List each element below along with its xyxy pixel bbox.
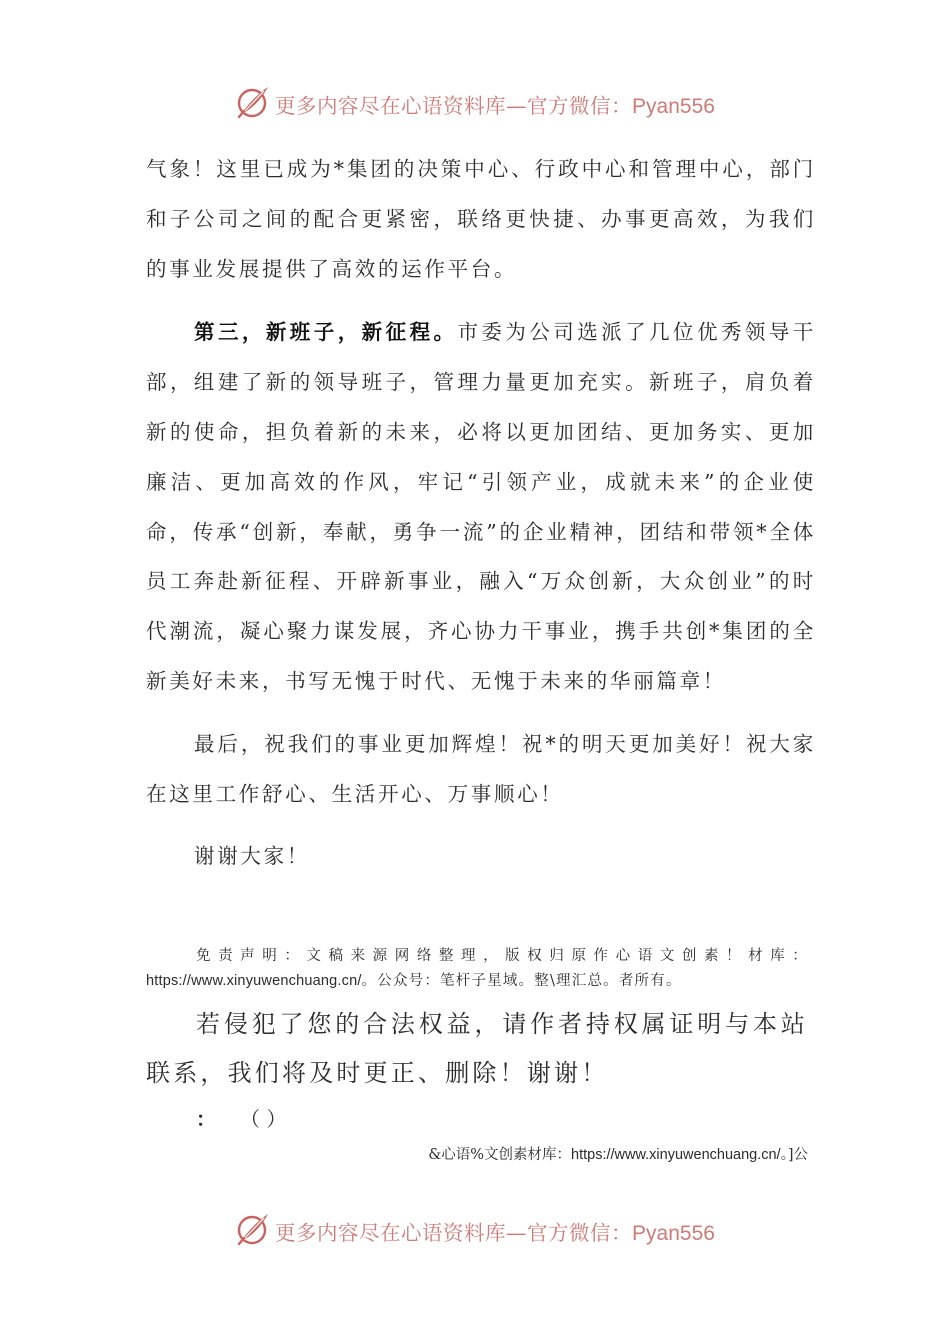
paragraph-2-body: 市委为公司选派了几位优秀领导干部，组建了新的领导班子，管理力量更加充实。新班子，肩负着新的使命，担负着新的未来，必将以更加团结、更加务实、更加廉洁、更加高效的作风，牢记“引领产业，成就未来”的企业使命，传承“创新，奉献，勇争一流”的企业精神，团结和带领*全体员工奔赴新征程、开辟新事业，融入“万众创新，大众创业”的时代潮流，凝心聚力谋发展，齐心协力干事业，携手共创*集团的全新美好未来，书写无愧于时代、无愧于未来的华丽篇章！ bbox=[146, 320, 817, 693]
paragraph-1: 气象！这里已成为*集团的决策中心、行政中心和管理中心，部门和子公司之间的配合更紧密，联络更快捷、办事更高效，为我们的事业发展提供了高效的运作平台。 bbox=[146, 157, 816, 281]
banner-text: 更多内容尽在心语资料库—官方微信：Pyan556 bbox=[275, 94, 715, 118]
disclaimer-link[interactable]: https://www.xinyuwenchuang.cn/ bbox=[146, 973, 362, 989]
quill-pen-logo-icon bbox=[235, 84, 271, 120]
wechat-id: Pyan556 bbox=[632, 95, 715, 118]
header-banner bbox=[0, 82, 950, 126]
banner-text: 更多内容尽在心语资料库—官方微信：Pyan556 bbox=[275, 1221, 715, 1245]
disclaimer: 免责声明：文稿来源网络整理，版权归原作心语文创素！材库：https://www.xinyuwenchuang.cn/。公众号：笔杆子星域。整\理汇总。者所有。 bbox=[146, 948, 808, 989]
wechat-id: Pyan556 bbox=[632, 1222, 715, 1245]
section-heading: 第三，新班子，新征程。 bbox=[194, 320, 458, 345]
document-body bbox=[146, 145, 816, 882]
paragraph-3: 最后，祝我们的事业更加辉煌！祝*的明天更加美好！祝大家在这里工作舒心、生活开心、万事顺心！ bbox=[146, 731, 816, 806]
colon-line bbox=[196, 1104, 286, 1134]
colon-mark: ： bbox=[196, 1107, 216, 1131]
footer-banner bbox=[0, 1209, 950, 1253]
empty-parens: （ ） bbox=[250, 1107, 287, 1131]
copyright-notice: 若侵犯了您的合法权益，请作者持权属证明与本站联系，我们将及时更正、删除！谢谢！ bbox=[146, 1010, 808, 1087]
paragraph-2 bbox=[146, 308, 816, 706]
source-link[interactable]: https://www.xinyuwenchuang.cn/ bbox=[571, 1147, 781, 1163]
source-line: &心语%文创素材库：https://www.xinyuwenchuang.cn/。]公 bbox=[428, 1147, 808, 1163]
quill-pen-logo-icon bbox=[235, 1211, 271, 1247]
closing-thanks: 谢谢大家！ bbox=[194, 844, 310, 869]
